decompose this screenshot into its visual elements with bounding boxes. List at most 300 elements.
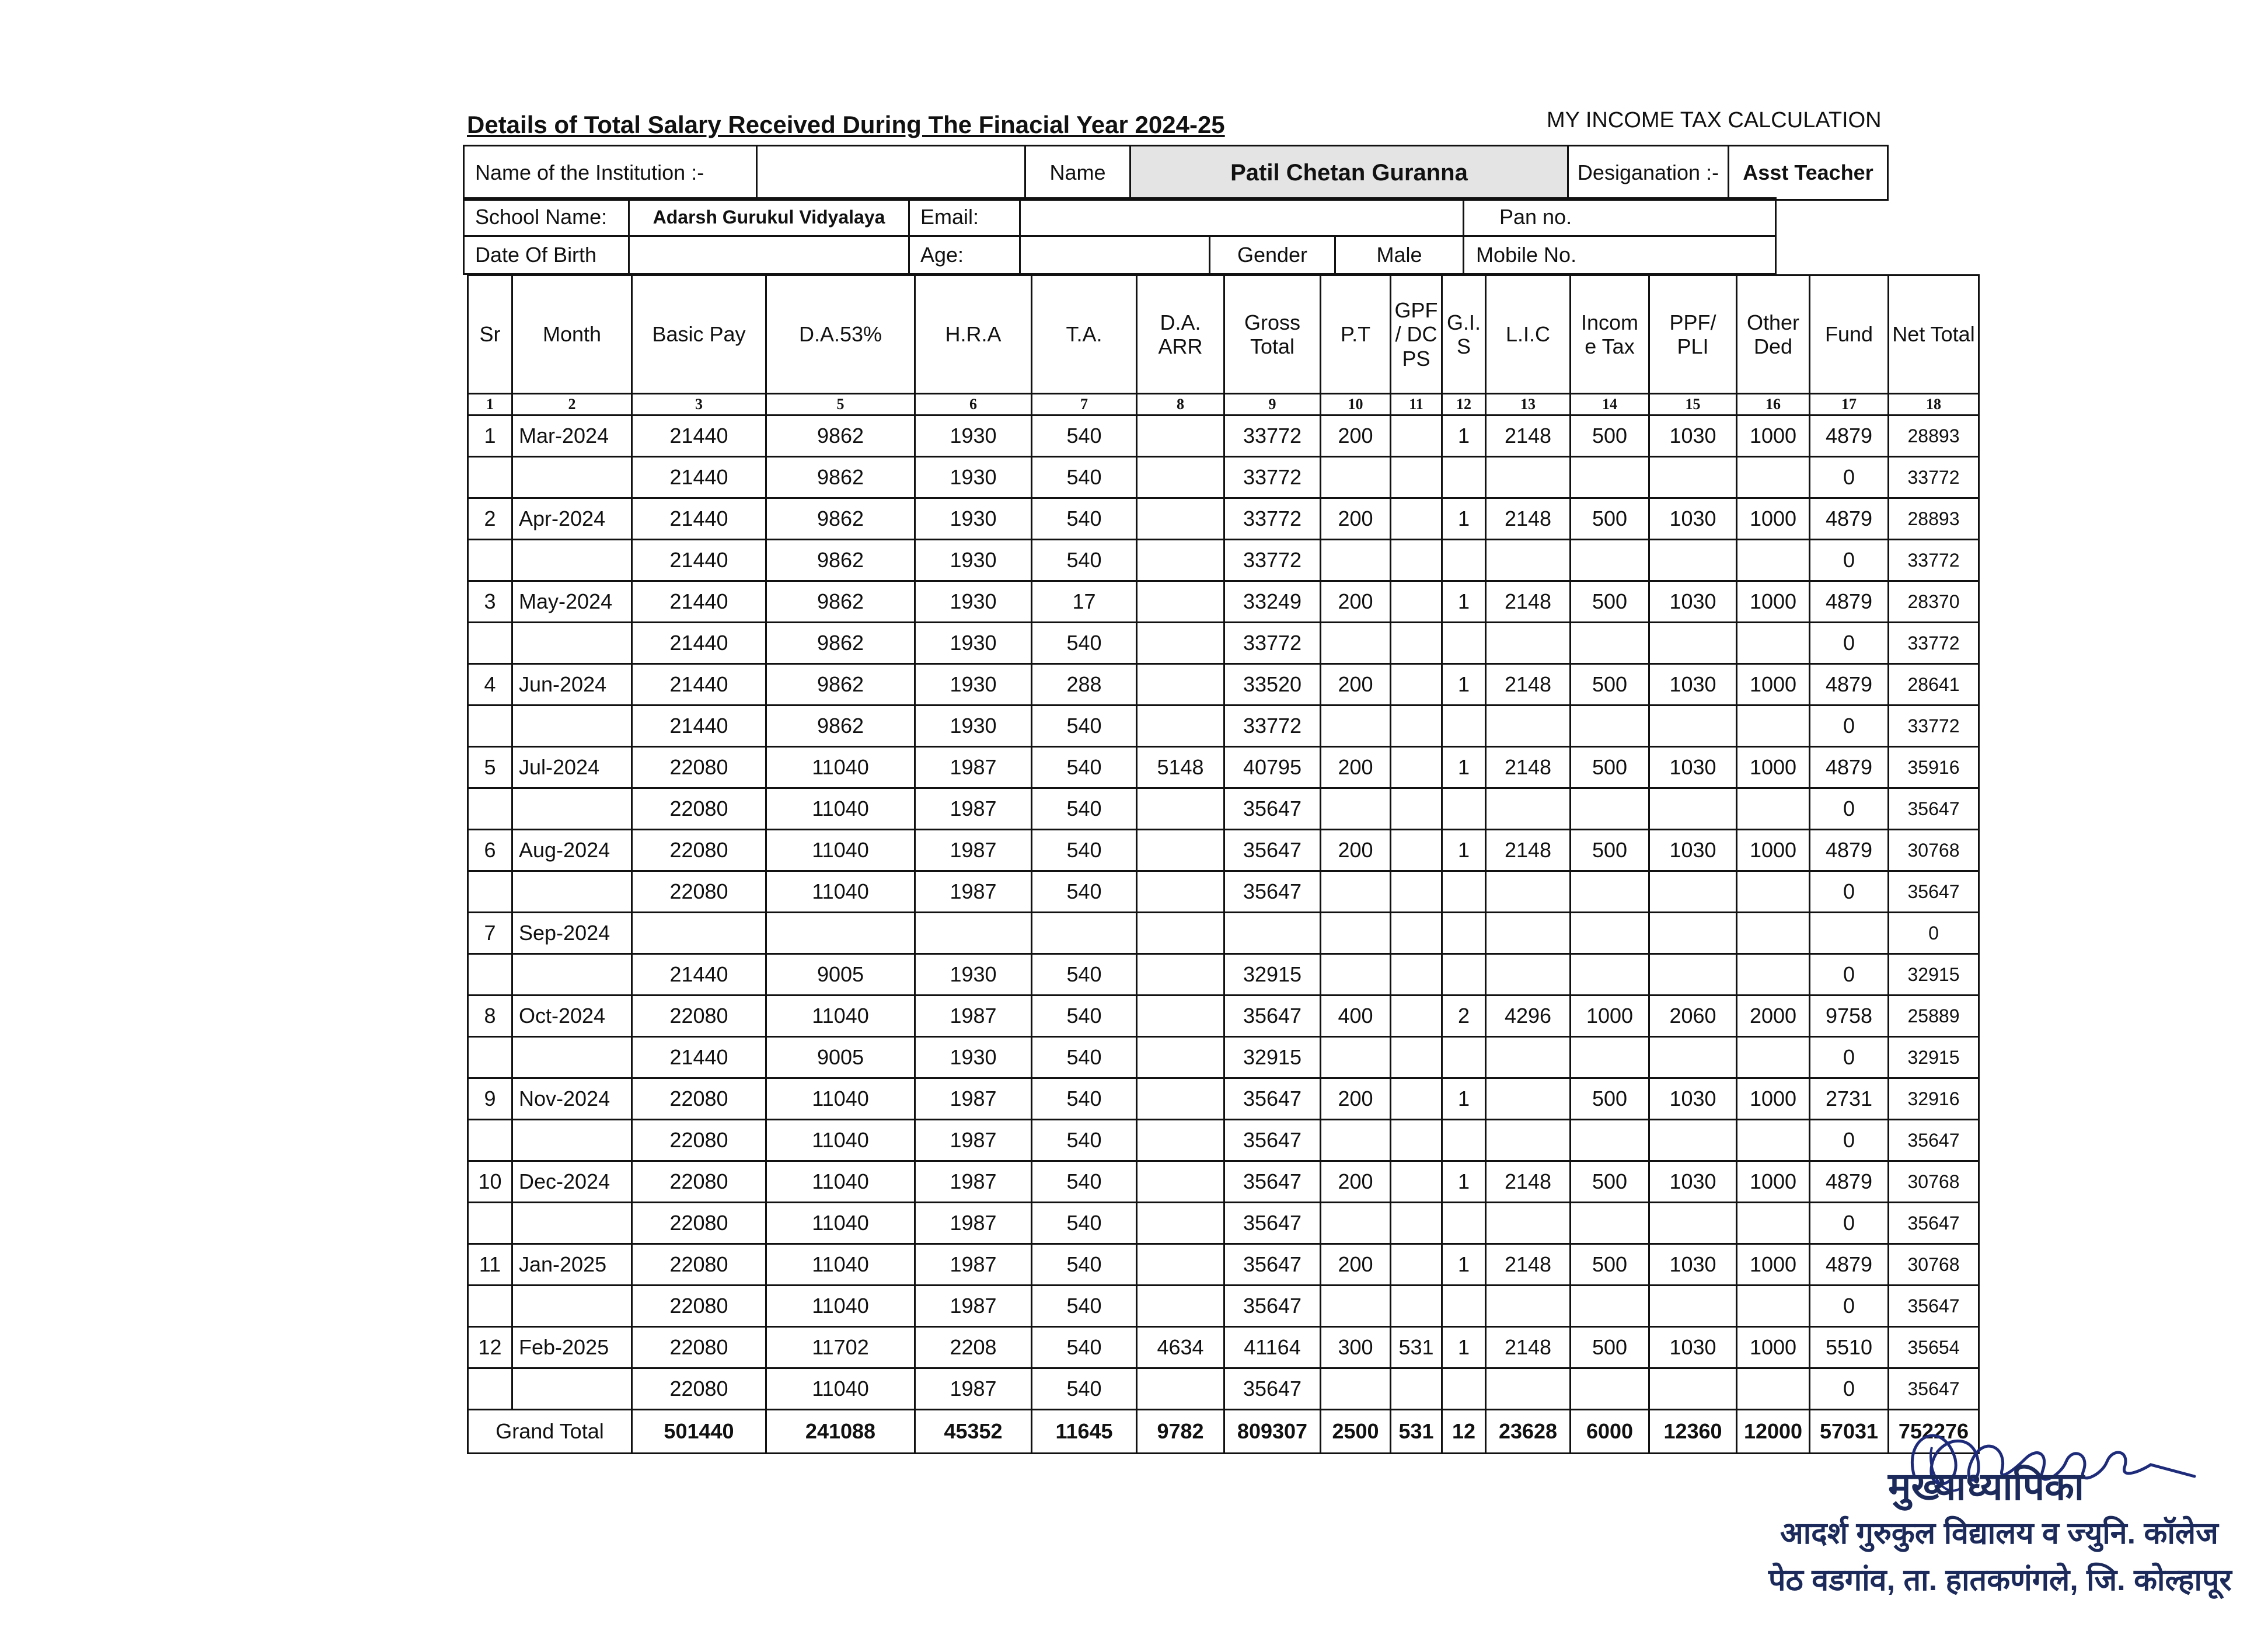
column-number: 9 (1224, 394, 1321, 415)
table-cell (512, 706, 632, 747)
table-cell (1321, 1286, 1391, 1327)
column-header: D.A. ARR (1137, 275, 1224, 394)
table-cell: 2148 (1486, 747, 1571, 788)
table-cell: 500 (1571, 1078, 1649, 1120)
table-cell: 540 (1032, 788, 1137, 830)
table-row (468, 1244, 1979, 1286)
table-cell: 9862 (766, 664, 915, 706)
table-cell (1032, 913, 1137, 954)
grand-total-cell: 531 (1391, 1410, 1442, 1454)
table-cell: 1000 (1737, 415, 1810, 457)
table-cell (1391, 788, 1442, 830)
table-cell (1737, 871, 1810, 913)
column-number: 14 (1571, 394, 1649, 415)
table-cell (1486, 1078, 1571, 1120)
table-cell (1486, 913, 1571, 954)
table-cell: 2148 (1486, 1244, 1571, 1286)
column-number: 6 (915, 394, 1032, 415)
table-row (468, 623, 1979, 664)
table-cell: 1987 (915, 1078, 1032, 1120)
table-cell: 32915 (1224, 1037, 1321, 1078)
table-cell: 22080 (632, 1078, 766, 1120)
table-cell: 1000 (1737, 664, 1810, 706)
column-number-row (468, 394, 1979, 415)
grand-total-cell: 241088 (766, 1410, 915, 1454)
table-cell: 500 (1571, 747, 1649, 788)
table-cell (632, 913, 766, 954)
table-cell: 21440 (632, 581, 766, 623)
table-cell: 40795 (1224, 747, 1321, 788)
table-cell: 7 (468, 913, 512, 954)
table-cell: 200 (1321, 830, 1391, 871)
table-cell (1391, 457, 1442, 498)
table-cell: 11040 (766, 996, 915, 1037)
column-header: Incom e Tax (1571, 275, 1649, 394)
table-cell (1391, 1161, 1442, 1203)
column-number: 16 (1737, 394, 1810, 415)
table-cell: 0 (1810, 1037, 1889, 1078)
table-cell: 33772 (1224, 457, 1321, 498)
table-cell: 500 (1571, 1161, 1649, 1203)
table-cell: 540 (1032, 747, 1137, 788)
table-cell: 2148 (1486, 581, 1571, 623)
table-cell: 4879 (1810, 415, 1889, 457)
table-cell (1391, 498, 1442, 540)
column-number: 17 (1810, 394, 1889, 415)
table-row (468, 1368, 1979, 1410)
table-cell (1571, 1368, 1649, 1410)
table-cell (1442, 1368, 1486, 1410)
table-cell: 300 (1321, 1327, 1391, 1368)
school-label: School Name: (464, 198, 629, 236)
table-cell: 1030 (1649, 664, 1737, 706)
table-cell: 1987 (915, 1120, 1032, 1161)
column-header: Sr (468, 275, 512, 394)
table-cell (1137, 581, 1224, 623)
table-cell: 35647 (1889, 1286, 1979, 1327)
table-cell: 1930 (915, 581, 1032, 623)
table-cell (1737, 954, 1810, 996)
table-cell: 1987 (915, 1203, 1032, 1244)
table-cell: 200 (1321, 1161, 1391, 1203)
grand-total-cell: 752276 (1889, 1410, 1979, 1454)
table-cell: 9005 (766, 954, 915, 996)
table-cell: 500 (1571, 1327, 1649, 1368)
table-cell: Jul-2024 (512, 747, 632, 788)
table-cell: 540 (1032, 954, 1137, 996)
table-cell: 33772 (1224, 415, 1321, 457)
table-cell: 2148 (1486, 415, 1571, 457)
table-cell: 35647 (1224, 871, 1321, 913)
table-cell: 540 (1032, 498, 1137, 540)
table-cell: 1930 (915, 540, 1032, 581)
table-cell (1737, 706, 1810, 747)
age-value (1020, 236, 1210, 274)
table-cell (468, 1286, 512, 1327)
table-cell (1391, 1244, 1442, 1286)
table-cell: 22080 (632, 1203, 766, 1244)
table-cell (1321, 1037, 1391, 1078)
table-cell: 540 (1032, 623, 1137, 664)
table-cell: 35647 (1889, 788, 1979, 830)
table-cell: 0 (1810, 540, 1889, 581)
table-cell (1137, 1286, 1224, 1327)
table-cell: 1030 (1649, 747, 1737, 788)
column-header: Other Ded (1737, 275, 1810, 394)
table-cell: 1930 (915, 954, 1032, 996)
table-row (468, 747, 1979, 788)
table-cell (1571, 913, 1649, 954)
table-cell: 9758 (1810, 996, 1889, 1037)
table-cell (1737, 540, 1810, 581)
table-cell: 35647 (1224, 830, 1321, 871)
table-row (468, 1120, 1979, 1161)
gender-label: Gender (1210, 236, 1335, 274)
table-cell: 5510 (1810, 1327, 1889, 1368)
table-cell: 2731 (1810, 1078, 1889, 1120)
table-cell: 540 (1032, 1368, 1137, 1410)
table-cell (1321, 913, 1391, 954)
table-cell: 28893 (1889, 498, 1979, 540)
column-header: D.A.53% (766, 275, 915, 394)
column-header: Fund (1810, 275, 1889, 394)
table-cell: 11040 (766, 1078, 915, 1120)
table-cell: 35647 (1224, 1120, 1321, 1161)
table-row (468, 581, 1979, 623)
table-cell (1442, 1037, 1486, 1078)
table-cell: 21440 (632, 664, 766, 706)
table-cell: 22080 (632, 1286, 766, 1327)
column-number: 10 (1321, 394, 1391, 415)
table-cell: 1930 (915, 415, 1032, 457)
table-row (468, 1078, 1979, 1120)
table-cell: 1000 (1737, 581, 1810, 623)
table-cell (1391, 706, 1442, 747)
table-cell: 1987 (915, 1286, 1032, 1327)
table-cell: 4879 (1810, 581, 1889, 623)
table-cell (1737, 913, 1810, 954)
table-cell (1737, 1368, 1810, 1410)
table-cell: 30768 (1889, 830, 1979, 871)
table-cell (1442, 1120, 1486, 1161)
column-number: 12 (1442, 394, 1486, 415)
column-number: 18 (1889, 394, 1979, 415)
table-cell: 22080 (632, 747, 766, 788)
table-cell: 22080 (632, 830, 766, 871)
table-cell: 1930 (915, 664, 1032, 706)
column-header: L.I.C (1486, 275, 1571, 394)
column-number: 8 (1137, 394, 1224, 415)
personal-info-table (463, 145, 1889, 201)
table-cell: 35647 (1224, 1286, 1321, 1327)
info-row (464, 236, 1776, 274)
grand-total-cell: 23628 (1486, 1410, 1571, 1454)
table-cell: 35647 (1889, 1368, 1979, 1410)
table-cell: 0 (1810, 871, 1889, 913)
table-cell: 1000 (1737, 498, 1810, 540)
table-cell: 0 (1810, 1286, 1889, 1327)
table-cell (1137, 415, 1224, 457)
table-cell: 35647 (1224, 1161, 1321, 1203)
table-cell: 28641 (1889, 664, 1979, 706)
table-cell: 9862 (766, 581, 915, 623)
table-cell: 540 (1032, 1037, 1137, 1078)
table-cell (1391, 1078, 1442, 1120)
age-label: Age: (909, 236, 1020, 274)
table-cell: Nov-2024 (512, 1078, 632, 1120)
table-cell (1321, 1368, 1391, 1410)
grand-total-cell: 809307 (1224, 1410, 1321, 1454)
column-number: 1 (468, 394, 512, 415)
table-cell: 11040 (766, 1203, 915, 1244)
table-cell: 35647 (1224, 788, 1321, 830)
table-cell: 288 (1032, 664, 1137, 706)
table-cell: 11040 (766, 871, 915, 913)
table-cell: 540 (1032, 415, 1137, 457)
column-header: Month (512, 275, 632, 394)
table-row (468, 954, 1979, 996)
table-cell: 0 (1810, 1368, 1889, 1410)
table-cell: 500 (1571, 1244, 1649, 1286)
table-cell: 1930 (915, 706, 1032, 747)
table-cell: 540 (1032, 1120, 1137, 1161)
table-cell (1137, 540, 1224, 581)
table-cell (1737, 1120, 1810, 1161)
table-cell: 1 (1442, 581, 1486, 623)
table-cell: 11040 (766, 1286, 915, 1327)
grand-total-cell: 11645 (1032, 1410, 1137, 1454)
table-cell: 33772 (1889, 623, 1979, 664)
table-cell (1442, 706, 1486, 747)
grand-total-label: Grand Total (468, 1410, 632, 1454)
table-cell (1442, 623, 1486, 664)
table-cell: 540 (1032, 830, 1137, 871)
table-cell (512, 623, 632, 664)
column-number: 3 (632, 394, 766, 415)
table-cell (1137, 830, 1224, 871)
table-row (468, 788, 1979, 830)
table-cell: 500 (1571, 830, 1649, 871)
table-cell (1391, 747, 1442, 788)
table-cell: 1000 (1737, 830, 1810, 871)
table-cell: 11040 (766, 1161, 915, 1203)
table-cell: May-2024 (512, 581, 632, 623)
table-cell (1321, 954, 1391, 996)
table-cell: Sep-2024 (512, 913, 632, 954)
grand-total-cell: 12360 (1649, 1410, 1737, 1454)
table-cell: 32915 (1889, 1037, 1979, 1078)
table-row (468, 996, 1979, 1037)
table-cell (1137, 913, 1224, 954)
column-number: 11 (1391, 394, 1442, 415)
table-cell: 1030 (1649, 1327, 1737, 1368)
table-cell: 0 (1889, 913, 1979, 954)
table-cell (1649, 913, 1737, 954)
table-cell: Mar-2024 (512, 415, 632, 457)
table-cell (512, 1120, 632, 1161)
table-cell (1737, 623, 1810, 664)
table-cell: 4296 (1486, 996, 1571, 1037)
table-cell: 21440 (632, 415, 766, 457)
table-cell: 2060 (1649, 996, 1737, 1037)
table-cell: 35647 (1224, 1368, 1321, 1410)
table-cell (468, 706, 512, 747)
table-cell: 22080 (632, 1368, 766, 1410)
column-header: Net Total (1889, 275, 1979, 394)
table-row (468, 830, 1979, 871)
table-cell (468, 623, 512, 664)
table-cell (1321, 623, 1391, 664)
column-number: 15 (1649, 394, 1737, 415)
table-row (468, 1203, 1979, 1244)
table-cell: 22080 (632, 871, 766, 913)
stamp-line-1: आदर्श गुरुकुल विद्यालय व ज्युनि. कॉलेज (1780, 1517, 2218, 1550)
table-cell (1442, 788, 1486, 830)
table-cell (1486, 788, 1571, 830)
table-cell: 9005 (766, 1037, 915, 1078)
table-cell: 10 (468, 1161, 512, 1203)
grand-total-cell: 2500 (1321, 1410, 1391, 1454)
table-cell: 30768 (1889, 1161, 1979, 1203)
table-cell: Oct-2024 (512, 996, 632, 1037)
table-cell (1391, 415, 1442, 457)
table-cell: 9862 (766, 498, 915, 540)
table-cell: 11040 (766, 747, 915, 788)
table-cell (468, 1368, 512, 1410)
table-cell: 1987 (915, 747, 1032, 788)
table-cell: 33249 (1224, 581, 1321, 623)
table-cell (1321, 540, 1391, 581)
table-cell (1486, 1120, 1571, 1161)
pan-label: Pan no. (1464, 198, 1776, 236)
table-cell: 9862 (766, 415, 915, 457)
table-cell (1737, 1203, 1810, 1244)
table-cell: 32915 (1224, 954, 1321, 996)
grand-total-cell: 12 (1442, 1410, 1486, 1454)
table-cell: Feb-2025 (512, 1327, 632, 1368)
table-row (468, 540, 1979, 581)
table-cell: 1987 (915, 1244, 1032, 1286)
table-cell: 1987 (915, 1368, 1032, 1410)
table-cell (1649, 788, 1737, 830)
table-cell: 540 (1032, 996, 1137, 1037)
table-cell: 0 (1810, 623, 1889, 664)
table-cell: 1 (1442, 1327, 1486, 1368)
column-header: H.R.A (915, 275, 1032, 394)
table-cell (1137, 1368, 1224, 1410)
table-cell: 9862 (766, 706, 915, 747)
table-cell: 1987 (915, 788, 1032, 830)
table-cell: 32915 (1889, 954, 1979, 996)
table-cell (1486, 623, 1571, 664)
column-number: 2 (512, 394, 632, 415)
table-cell (1486, 871, 1571, 913)
name-label: Name (1025, 146, 1130, 200)
table-cell (468, 1203, 512, 1244)
table-cell: 200 (1321, 1078, 1391, 1120)
table-cell: 1987 (915, 1161, 1032, 1203)
table-cell: 540 (1032, 871, 1137, 913)
table-cell (512, 1203, 632, 1244)
table-cell: 35647 (1889, 1120, 1979, 1161)
table-cell: 6 (468, 830, 512, 871)
table-cell (1442, 913, 1486, 954)
table-cell (1486, 1037, 1571, 1078)
table-cell: 1930 (915, 498, 1032, 540)
header-row (468, 275, 1979, 394)
table-cell: 8 (468, 996, 512, 1037)
dob-value (629, 236, 909, 274)
table-cell: 200 (1321, 498, 1391, 540)
table-row (468, 498, 1979, 540)
table-cell (1571, 1286, 1649, 1327)
table-cell: 9 (468, 1078, 512, 1120)
column-header: P.T (1321, 275, 1391, 394)
table-cell (1137, 1037, 1224, 1078)
table-cell: 33520 (1224, 664, 1321, 706)
table-cell: 540 (1032, 1286, 1137, 1327)
table-cell: 33772 (1889, 540, 1979, 581)
table-cell (1442, 540, 1486, 581)
table-cell: 500 (1571, 415, 1649, 457)
table-cell (1571, 457, 1649, 498)
table-cell: 5 (468, 747, 512, 788)
table-cell: 35647 (1889, 871, 1979, 913)
table-cell: 1 (1442, 664, 1486, 706)
table-cell: 2148 (1486, 830, 1571, 871)
table-cell (1391, 581, 1442, 623)
table-cell (1442, 871, 1486, 913)
table-cell: 21440 (632, 540, 766, 581)
table-cell: 35647 (1224, 996, 1321, 1037)
table-cell (1571, 623, 1649, 664)
grand-total-cell: 45352 (915, 1410, 1032, 1454)
table-cell: 0 (1810, 954, 1889, 996)
table-cell (512, 1286, 632, 1327)
stamp-title: मुख्याध्यापिका (1888, 1465, 2085, 1508)
table-cell: 0 (1810, 706, 1889, 747)
table-cell (1649, 706, 1737, 747)
table-cell (1321, 1203, 1391, 1244)
table-cell (512, 1037, 632, 1078)
table-cell: 1000 (1737, 1161, 1810, 1203)
table-cell: 400 (1321, 996, 1391, 1037)
table-cell: 1987 (915, 996, 1032, 1037)
table-row (468, 913, 1979, 954)
column-number: 13 (1486, 394, 1571, 415)
table-cell: 33772 (1889, 706, 1979, 747)
table-cell: 35916 (1889, 747, 1979, 788)
table-cell (1486, 954, 1571, 996)
grand-total-cell: 57031 (1810, 1410, 1889, 1454)
table-row (468, 1286, 1979, 1327)
table-cell (468, 1120, 512, 1161)
table-cell (1391, 1203, 1442, 1244)
table-cell: 1 (1442, 1078, 1486, 1120)
institution-value (757, 146, 1025, 200)
table-cell: 4879 (1810, 664, 1889, 706)
table-cell: 4634 (1137, 1327, 1224, 1368)
table-cell (1321, 788, 1391, 830)
column-header: PPF/ PLI (1649, 275, 1737, 394)
table-cell (1137, 1161, 1224, 1203)
table-row (468, 415, 1979, 457)
table-cell (1649, 540, 1737, 581)
table-cell: 1930 (915, 623, 1032, 664)
email-value (1020, 198, 1464, 236)
table-cell (468, 1037, 512, 1078)
table-cell: 2148 (1486, 1327, 1571, 1368)
